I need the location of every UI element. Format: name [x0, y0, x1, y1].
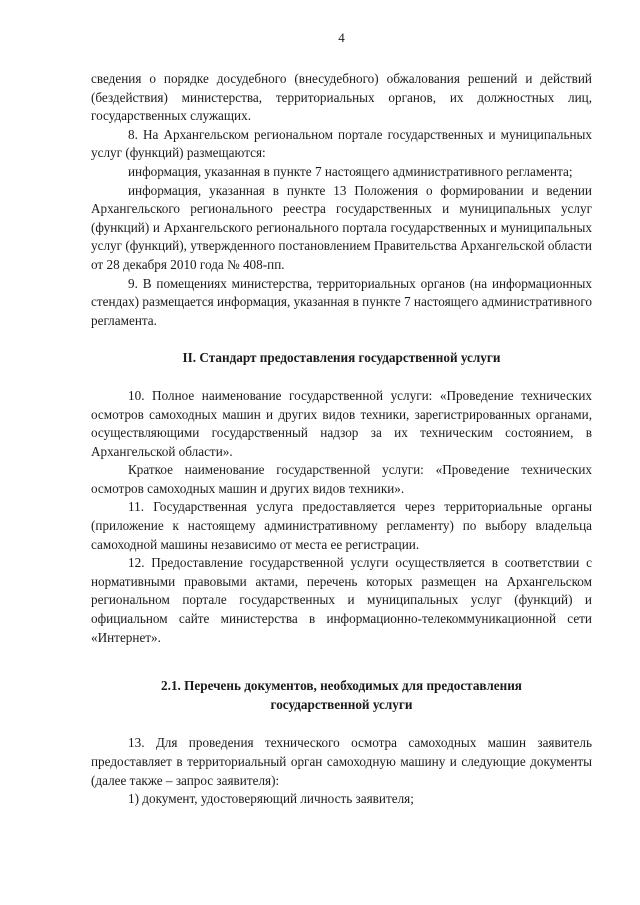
section-heading-2-1-line-1: 2.1. Перечень документов, необходимых для предоставления — [161, 678, 522, 694]
paragraph-8-item-2: информация, указанная в пункте 13 Положения о формировании и ведении Архангельского регионального реестра государственных и муниципальных услуг (функций) и Архангельского регионального портала государственных и муниципальных услуг (функций), утвержденного постановлением Правительства Архангельской области от 28 декабря 2010 года № 408-пп. — [91, 182, 592, 272]
paragraph-appeal-info: сведения о порядке досудебного (внесудебного) обжалования решений и действий (бездействия) министерства, территориальных органов, их должностных лиц, государственных служащих. — [91, 71, 592, 124]
paragraph-11: 11. Государственная услуга предоставляется через территориальные органы (приложение к настоящему административному регламенту) по выбору владельца самоходной машины независимо от места ее регистрации. — [91, 499, 592, 552]
paragraph-10: 10. Полное наименование государственной услуги: «Проведение технических осмотров самоходных машин и других видов техники, зарегистрированных органами, осуществляющими государственный надзор за их техническим состоянием, в Архангельской области». — [91, 387, 592, 459]
page-number: 4 — [338, 30, 345, 45]
section-heading-2-1 — [91, 677, 592, 714]
paragraph-10-short-name: Краткое наименование государственной услуги: «Проведение технических осмотров самоходных машин и других видов техники». — [91, 462, 592, 496]
paragraph-13-item-1: 1) документ, удостоверяющий личность заявителя; — [128, 791, 414, 807]
paragraph-12: 12. Предоставление государственной услуги осуществляется в соответствии с нормативными правовыми актами, перечень которых размещен на Архангельском региональном портале государственных и муниципальных услуг (функций) и официальном сайте министерства в информационно-телекоммуникационной сети «Интернет». — [91, 555, 592, 645]
paragraph-13: 13. Для проведения технического осмотра самоходных машин заявитель предоставляет в территориальный орган самоходную машину и следующие документы (далее также – запрос заявителя): — [91, 735, 592, 788]
paragraph-8-item-1: информация, указанная в пункте 7 настоящего административного регламента; — [128, 163, 573, 179]
paragraph-8: 8. На Архангельском региональном портале государственных и муниципальных услуг (функций) размещаются: — [91, 126, 592, 161]
section-heading-2-1-line-2: государственной услуги — [270, 696, 413, 712]
section-heading-2: II. Стандарт предоставления государственной услуги — [182, 350, 501, 366]
paragraph-9: 9. В помещениях министерства, территориальных органов (на информационных стендах) размещается информация, указанная в пункте 7 настоящего административного регламента. — [91, 275, 592, 328]
document-body — [91, 70, 592, 809]
